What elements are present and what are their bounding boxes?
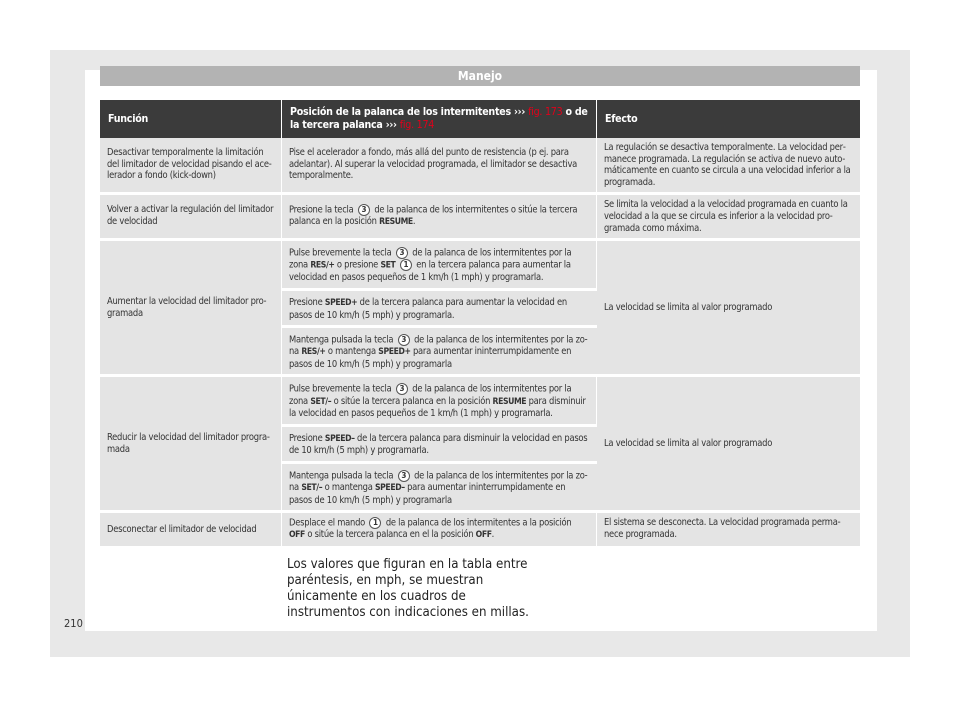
cell-efecto: La regulación se desactiva temporalmente. La velocidad permanece programada. La regulación se activa de nuevo automáticamente en cuanto se circula a una velocidad inferior a la programada.: [597, 138, 860, 195]
key-label: RESUME: [492, 396, 527, 407]
text-segment: de la palanca de los intermitentes por la zona: [289, 247, 572, 271]
text-segment: de la palanca de los intermitentes por la zona: [289, 470, 588, 493]
key-label: SET: [380, 260, 396, 271]
table-header-row: [100, 100, 860, 138]
column-header-efecto: Efecto: [597, 100, 860, 138]
text-segment: de la palanca de los intermitentes por la zona: [289, 334, 588, 358]
text-segment: o mantenga: [327, 346, 376, 358]
text-segment: para aumentar ininterrumpidamente en pasos de 10 km/h (5 mph) y programarla: [289, 346, 572, 370]
cell-efecto: La velocidad se limita al valor programado: [597, 377, 860, 513]
text-segment: o presione: [336, 259, 379, 271]
function-table: [100, 100, 860, 549]
key-label: SPEED+: [378, 347, 411, 358]
cell-posicion: [282, 291, 597, 328]
cell-posicion: [282, 328, 597, 377]
cell-funcion: Aumentar la velocidad del limitador programada: [100, 241, 282, 377]
key-label: OFF: [475, 530, 492, 541]
section-header: Manejo: [100, 66, 860, 86]
cell-posicion: Pise el acelerador a fondo, más allá del punto de resistencia (p ej. para adelantar). Al superar la velocidad programada, el limitador se desactiva temporalmente.: [282, 138, 597, 195]
key-label: RESUME: [379, 217, 413, 228]
key-label: RES/+: [301, 347, 326, 358]
cell-efecto: La velocidad se limita al valor programado: [597, 241, 860, 377]
cell-efecto: El sistema se desconecta. La velocidad programada permanece programada.: [597, 513, 860, 549]
number-3-icon: 3: [358, 204, 370, 216]
text-segment: Pulse brevemente la tecla: [289, 383, 392, 395]
cell-efecto: Se limita la velocidad a la velocidad programada en cuanto la velocidad a la que se circula es inferior a la velocidad programada como máxima.: [597, 195, 860, 241]
cell-funcion: Volver a activar la regulación del limitador de velocidad: [100, 195, 282, 241]
text-segment: de la palanca de los intermitentes a la posición: [385, 517, 572, 529]
text-segment: Mantenga pulsada la tecla: [289, 334, 394, 346]
cell-posicion: [282, 464, 597, 513]
key-label: SET/–: [310, 396, 332, 407]
number-1-icon: 1: [369, 517, 381, 529]
column-header-posicion-mid: o de la tercera palanca: [290, 106, 588, 131]
text-segment: Mantenga pulsada la tecla: [289, 470, 394, 482]
cell-funcion: Reducir la velocidad del limitador programada: [100, 377, 282, 513]
text-segment: o sitúe la tercera palanca en la posición: [333, 395, 491, 407]
text-segment: Presione: [289, 432, 323, 444]
cell-posicion: [282, 513, 597, 549]
text-segment: Desplace el mando: [289, 517, 365, 529]
text-segment: de la tercera palanca para disminuir la velocidad en pasos de 10 km/h (5 mph) y programarla.: [289, 432, 588, 457]
text-segment: para disminuir la velocidad en pasos pequeños de 1 km/h (1 mph) y programarla.: [289, 395, 586, 420]
key-label: SPEED–: [324, 433, 355, 444]
column-header-posicion: [282, 100, 597, 138]
table-row: [100, 195, 860, 241]
text-segment: de la palanca de los intermitentes o sitúe la tercera palanca en la posición: [289, 204, 578, 228]
text-segment: Pulse brevemente la tecla: [289, 247, 392, 259]
cell-posicion: [282, 241, 597, 291]
key-label: SPEED–: [375, 482, 405, 493]
key-label: RES/+: [310, 260, 335, 271]
table-row: [100, 138, 860, 195]
text-segment: o sitúe la tercera palanca en el la posición: [307, 529, 474, 541]
footnote-paragraph: Los valores que figuran en la tabla entre paréntesis, en mph, se muestran únicamente en los cuadros de instrumentos con indicaciones en millas.: [287, 557, 529, 620]
cell-posicion: [282, 377, 597, 426]
number-3-icon: 3: [396, 247, 408, 259]
number-3-icon: 3: [398, 470, 410, 482]
key-label: SPEED+: [324, 297, 358, 308]
ref-arrow: ›››: [514, 106, 526, 118]
key-label: SET/–: [301, 482, 323, 493]
text-segment: para aumentar ininterrumpidamente en pasos de 10 km/h (5 mph) y programarla: [289, 481, 566, 506]
text-segment: Presione: [289, 296, 323, 308]
table-row: [100, 241, 860, 291]
text-segment: .: [491, 529, 495, 541]
number-1-icon: 1: [400, 259, 412, 271]
cell-funcion: Desconectar el limitador de velocidad: [100, 513, 282, 549]
figure-link-174[interactable]: fig. 174: [399, 119, 435, 131]
table-row: [100, 377, 860, 426]
table-row: [100, 513, 860, 549]
cell-posicion: [282, 427, 597, 464]
text-segment: o mantenga: [324, 481, 373, 493]
text-segment: Presione la tecla: [289, 204, 354, 216]
column-header-posicion-text: Posición de la palanca de los intermitentes: [290, 106, 511, 118]
cell-posicion: [282, 195, 597, 241]
number-3-icon: 3: [398, 334, 410, 346]
ref-arrow: ›››: [385, 119, 397, 131]
text-segment: de la palanca de los intermitentes por la zona: [289, 383, 572, 407]
text-segment: de la tercera palanca para aumentar la velocidad en pasos de 10 km/h (5 mph) y programarla.: [289, 296, 567, 321]
key-label: OFF: [289, 530, 305, 541]
number-3-icon: 3: [396, 383, 408, 395]
text-segment: .: [412, 216, 416, 228]
figure-link-173[interactable]: fig. 173: [528, 106, 563, 118]
column-header-funcion: Función: [100, 100, 282, 138]
page-number: 210: [64, 617, 83, 630]
cell-funcion: Desactivar temporalmente la limitación del limitador de velocidad pisando el acelerador a fondo (kick-down): [100, 138, 282, 195]
text-segment: en la tercera palanca para aumentar la velocidad en pasos pequeños de 1 km/h (1 mph) y programarla.: [289, 259, 571, 284]
